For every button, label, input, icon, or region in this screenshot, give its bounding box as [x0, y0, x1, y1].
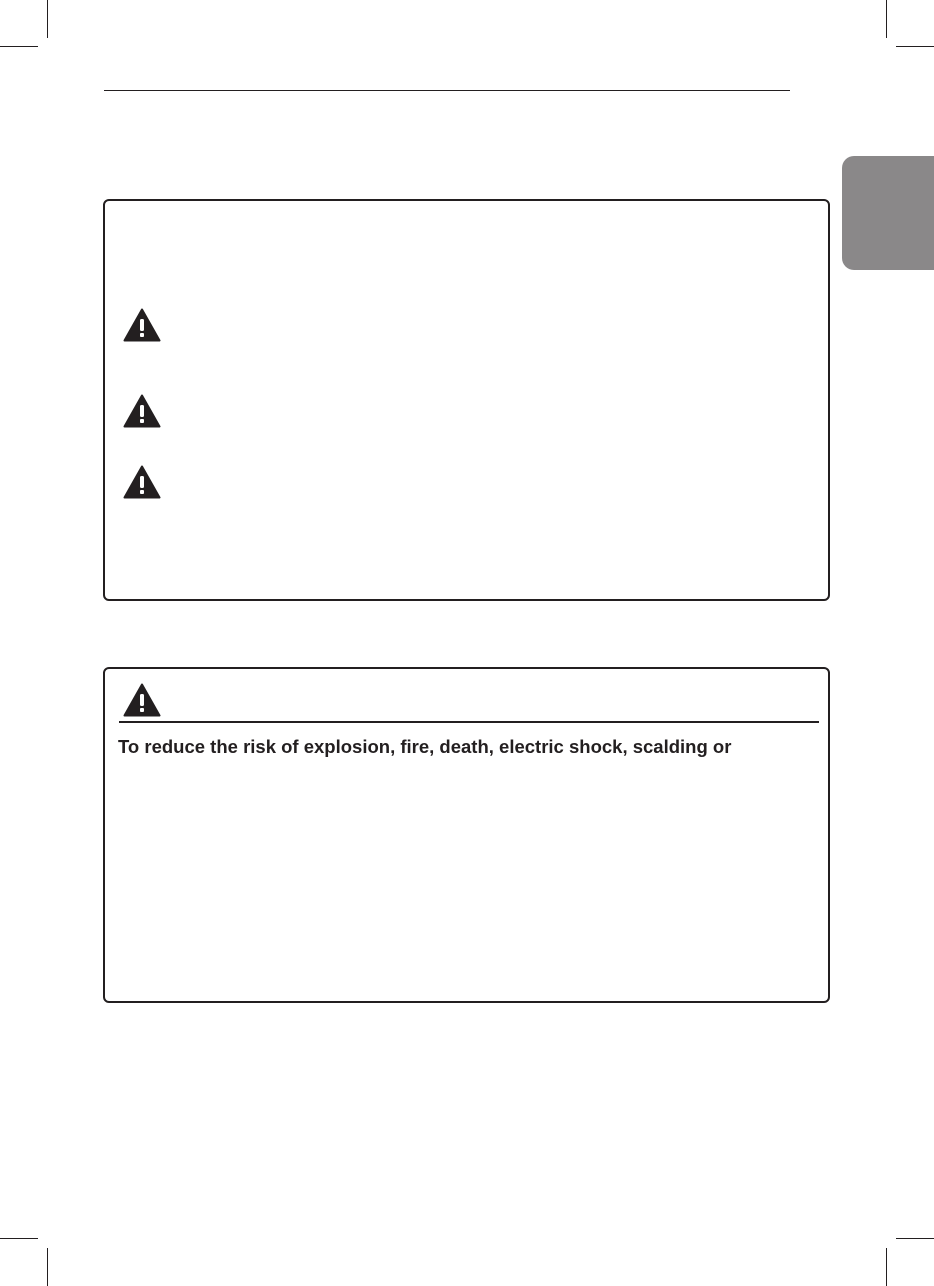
warning-triangle-icon [123, 394, 161, 428]
crop-mark [896, 46, 934, 47]
warning-triangle-icon [123, 683, 161, 717]
warning-triangle-icon [123, 465, 161, 499]
crop-mark [47, 0, 48, 38]
crop-mark [47, 1248, 48, 1286]
crop-mark [0, 46, 38, 47]
crop-mark [0, 1238, 38, 1239]
warning-instructions-box [103, 667, 830, 1003]
crop-mark [896, 1238, 934, 1239]
safety-instruction-text: To reduce the risk of explosion, fire, death, electric shock, scalding or [118, 736, 732, 757]
crop-mark [886, 1248, 887, 1286]
crop-mark [886, 0, 887, 38]
warning-heading-rule [119, 721, 819, 723]
language-side-tab [842, 156, 934, 270]
safety-message-box [103, 199, 830, 601]
warning-triangle-icon [123, 308, 161, 342]
header-rule [104, 90, 790, 91]
